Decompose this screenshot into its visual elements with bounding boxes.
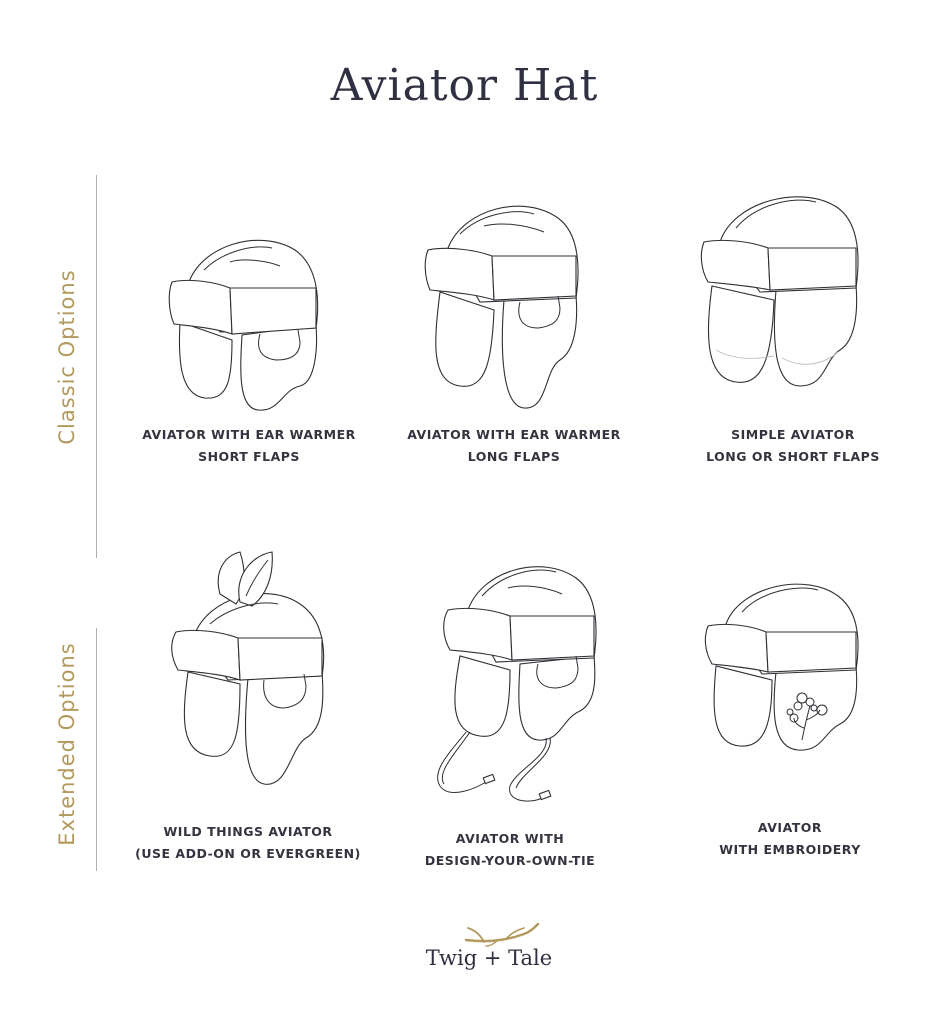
caption-line2: SHORT FLAPS [198,449,300,464]
classic-divider [96,175,97,558]
caption-line1: SIMPLE AVIATOR [731,427,855,442]
caption-line2: DESIGN-YOUR-OWN-TIE [424,853,596,868]
aviator-with-embroidery-icon [702,580,872,760]
simple-aviator-icon [700,190,870,400]
aviator-ear-warmer-long-flaps-icon [420,200,590,420]
caption-line2: WITH EMBROIDERY [719,842,861,857]
caption-aviator-ear-warmer-short [119,424,379,468]
section-label-extended: Extended Options [55,642,79,846]
caption-simple-aviator [663,424,923,468]
caption-line2: LONG FLAPS [467,449,561,464]
caption-aviator-embroidery [660,817,920,861]
page-title: Aviator Hat [330,60,599,111]
extended-divider [96,628,97,871]
brand-name: Twig + Tale [425,946,553,970]
caption-line1: AVIATOR [757,820,823,835]
caption-line2: (USE ADD-ON OR EVERGREEN) [135,846,361,861]
caption-line2: LONG OR SHORT FLAPS [706,449,880,464]
aviator-ear-warmer-short-flaps-icon [160,230,330,420]
caption-wild-things [118,821,378,865]
aviator-with-tie-icon [430,560,610,810]
wild-things-aviator-icon [168,552,338,792]
caption-line1: AVIATOR WITH [455,831,565,846]
section-label-classic: Classic Options [55,269,79,445]
brand-logo [414,918,564,998]
caption-line1: AVIATOR WITH EAR WARMER [142,427,356,442]
caption-aviator-ear-warmer-long [384,424,644,468]
caption-line1: AVIATOR WITH EAR WARMER [407,427,621,442]
caption-line1: WILD THINGS AVIATOR [163,824,333,839]
caption-aviator-tie [380,828,640,872]
twig-logo-icon [414,918,564,948]
